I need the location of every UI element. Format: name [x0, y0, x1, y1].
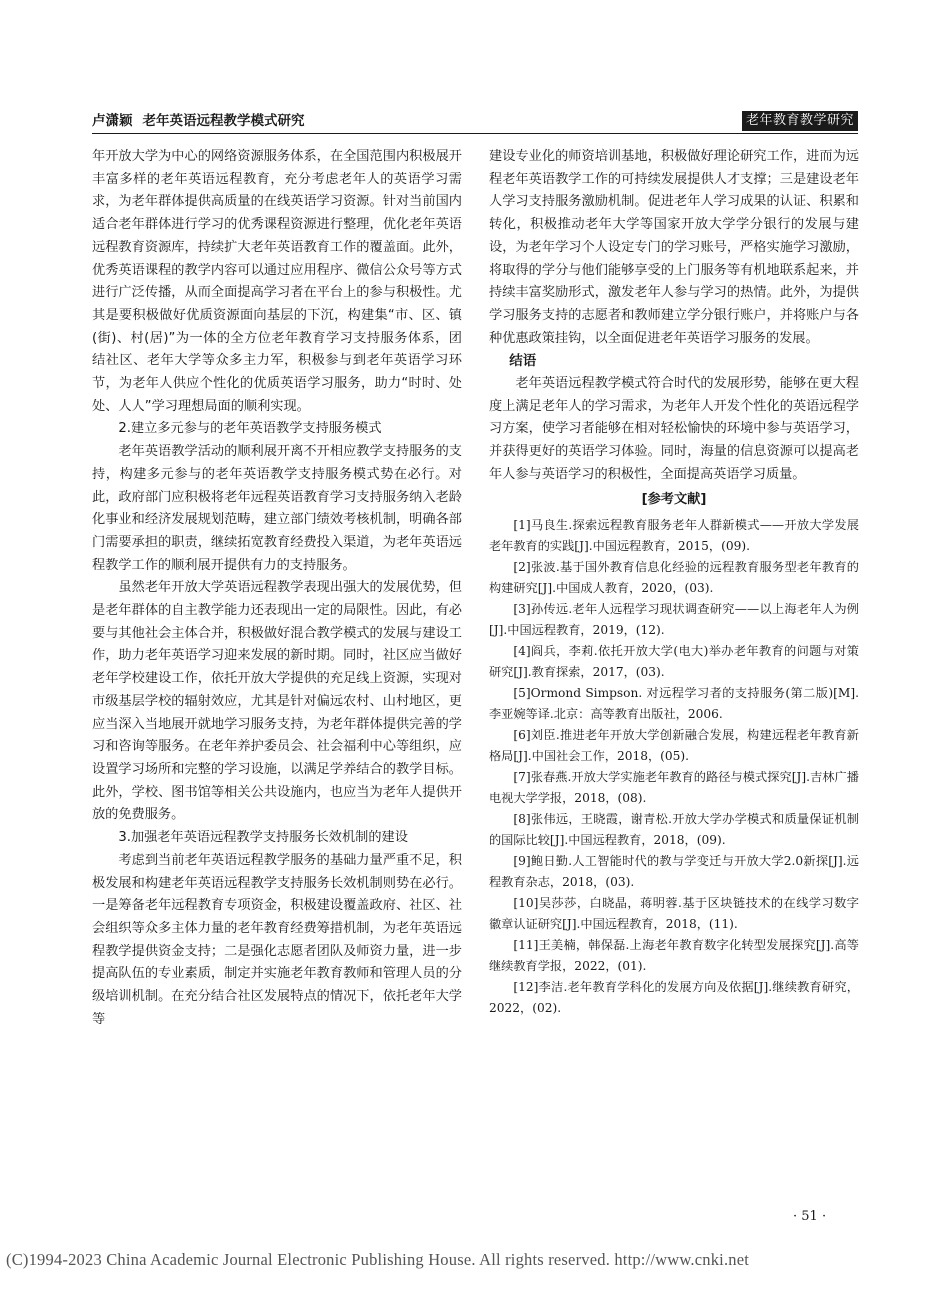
reference-item: [3]孙传远.老年人远程学习现状调查研究——以上海老年人为例[J].中国远程教育，2019，(12).: [489, 602, 859, 638]
header-rule: [92, 133, 858, 134]
reference-item: [11]王美楠，韩保磊.上海老年教育数字化转型发展探究[J].高等继续教育学报，2022，(01).: [489, 938, 859, 974]
left-column: [92, 146, 462, 1031]
copyright-footer: (C)1994-2023 China Academic Journal Electronic Publishing House. All rights reserved. http://www.cnki.net: [6, 1250, 750, 1269]
header-journal-badge: 老年教育教学研究: [742, 111, 858, 131]
references-list: [489, 515, 859, 1019]
section-heading-3: 3.加强老年英语远程教学支持服务长效机制的建设: [118, 830, 408, 846]
right-paragraph-1: 建设专业化的师资培训基地，积极做好理论研究工作，进而为远程老年英语教学工作的可持续发展提供人才支撑；三是建设老年人学习支持服务激励机制。促进老年人学习成果的认证、积累和转化，积极推动老年大学等国家开放大学学分银行的发展与建设，为老年学习个人设定专门的学习账号，严格实施学习激励，将取得的学分与他们能够享受的上门服务等有机地联系起来，并持续丰富奖励形式，激发老年人参与学习的热情。此外，为提供学习服务支持的志愿者和教师建立学分银行账户，并将账户与各种优惠政策挂钩，以全面促进老年英语学习服务的发展。: [489, 149, 859, 346]
header-author-title: [92, 111, 305, 131]
header-author: 卢潇颖: [92, 113, 133, 129]
reference-item: [2]张波.基于国外教育信息化经验的远程教育服务型老年教育的构建研究[J].中国成人教育，2020，(03).: [489, 560, 859, 596]
reference-item: [8]张伟远，王晓霞，谢青松.开放大学办学模式和质量保证机制的国际比较[J].中国远程教育，2018，(09).: [489, 812, 859, 848]
left-paragraph-3: 虽然老年开放大学英语远程教学表现出强大的发展优势，但是老年群体的自主教学能力还表现出一定的局限性。因此，有必要与其他社会主体合并，积极做好混合教学模式的发展与建设工作，助力老年英语学习迎来发展的新时期。同时，社区应当做好老年学校建设工作，依托开放大学提供的充足线上资源，实现对市级基层学校的辐射效应，尤其是针对偏远农村、山村地区，更应当深入当地展开就地学习服务支持，为老年群体提供完善的学习和咨询等服务。在老年养护委员会、社会福利中心等组织，应设置学习场所和完整的学习设施，以满足学养结合的教学目标。此外，学校、图书馆等相关公共设施内，也应当为老年人提供开放的免费服务。: [92, 580, 462, 823]
reference-item: [5]Ormond Simpson. 对远程学习者的支持服务(第二版)[M].李亚婉等译.北京：高等教育出版社，2006.: [489, 686, 859, 722]
left-paragraph-1: 年开放大学为中心的网络资源服务体系，在全国范围内积极展开丰富多样的老年英语远程教育，充分考虑老年人的英语学习需求，为老年群体提供高质量的在线英语学习资源。针对当前国内适合老年群体进行学习的优秀课程资源进行整理，优化老年英语远程教育资源库，持续扩大老年英语教育工作的覆盖面。此外，优秀英语课程的教学内容可以通过应用程序、微信公众号等方式进行广泛传播，从而全面提高学习者在平台上的参与积极性。尤其是要积极做好优质资源面向基层的下沉，构建集“市、区、镇(街)、村(居)”为一体的全方位老年教育学习支持服务体系，团结社区、老年大学等众多主力军，积极参与到老年英语学习环节，为老年人供应个性化的优质英语学习服务，助力“时时、处处、人人”学习理想局面的顺利实现。: [92, 149, 462, 414]
reference-item: [6]刘臣.推进老年开放大学创新融合发展，构建远程老年教育新格局[J].中国社会工作，2018，(05).: [489, 728, 859, 764]
reference-item: [7]张春燕.开放大学实施老年教育的路径与模式探究[J].吉林广播电视大学学报，2018，(08).: [489, 770, 859, 806]
reference-item: [10]吴莎莎，白晓晶，蒋明蓉.基于区块链技术的在线学习数字徽章认证研究[J].中国远程教育，2018，(11).: [489, 896, 859, 932]
header-title: 老年英语远程教学模式研究: [142, 113, 305, 129]
reference-item: [4]阎兵，李莉.依托开放大学(电大)举办老年教育的问题与对策研究[J].教育探索，2017，(03).: [489, 644, 859, 680]
references-title: [参考文献]: [641, 491, 707, 507]
reference-item: [9]鲍日勤.人工智能时代的教与学变迁与开放大学2.0新探[J].远程教育杂志，2018，(03).: [489, 854, 859, 890]
left-paragraph-2: 老年英语教学活动的顺利展开离不开相应教学支持服务的支持，构建多元参与的老年英语教学支持服务模式势在必行。对此，政府部门应积极将老年远程英语教育学习支持服务纳入老龄化事业和经济发展规划范畴，建立部门绩效考核机制，明确各部门需要承担的职责，继续拓宽教育经费投入渠道，为老年英语远程教学工作的顺利展开提供有力的支持服务。: [92, 444, 462, 573]
reference-item: [12]李洁.老年教育学科化的发展方向及依据[J].继续教育研究，2022，(02).: [489, 980, 859, 1016]
conclusion-heading: 结语: [509, 353, 537, 370]
section-heading-2: 2.建立多元参与的老年英语教学支持服务模式: [118, 421, 382, 437]
running-header: [92, 111, 858, 132]
page-number: · 51 ·: [793, 1209, 827, 1224]
right-column: [489, 146, 859, 1019]
reference-item: [1]马良生.探索远程教育服务老年人群新模式——开放大学发展老年教育的实践[J].中国远程教育，2015，(09).: [489, 518, 859, 554]
left-paragraph-4: 考虑到当前老年英语远程教学服务的基础力量严重不足，积极发展和构建老年英语远程教学支持服务长效机制则势在必行。一是筹备老年远程教育专项资金，积极建设覆盖政府、社区、社会组织等众多主体力量的老年教育经费筹措机制，为老年英语远程教学提供资金支持；二是强化志愿者团队及师资力量，进一步提高队伍的专业素质，制定并实施老年教育教师和管理人员的分级培训机制。在充分结合社区发展特点的情况下，依托老年大学等: [92, 852, 462, 1027]
conclusion-paragraph: 老年英语远程教学模式符合时代的发展形势，能够在更大程度上满足老年人的学习需求，为老年人开发个性化的英语远程学习方案，使学习者能够在相对轻松愉快的环境中参与英语学习，并获得更好的英语学习体验。同时，海量的信息资源可以提高老年人参与英语学习的积极性，全面提高英语学习质量。: [489, 376, 859, 482]
